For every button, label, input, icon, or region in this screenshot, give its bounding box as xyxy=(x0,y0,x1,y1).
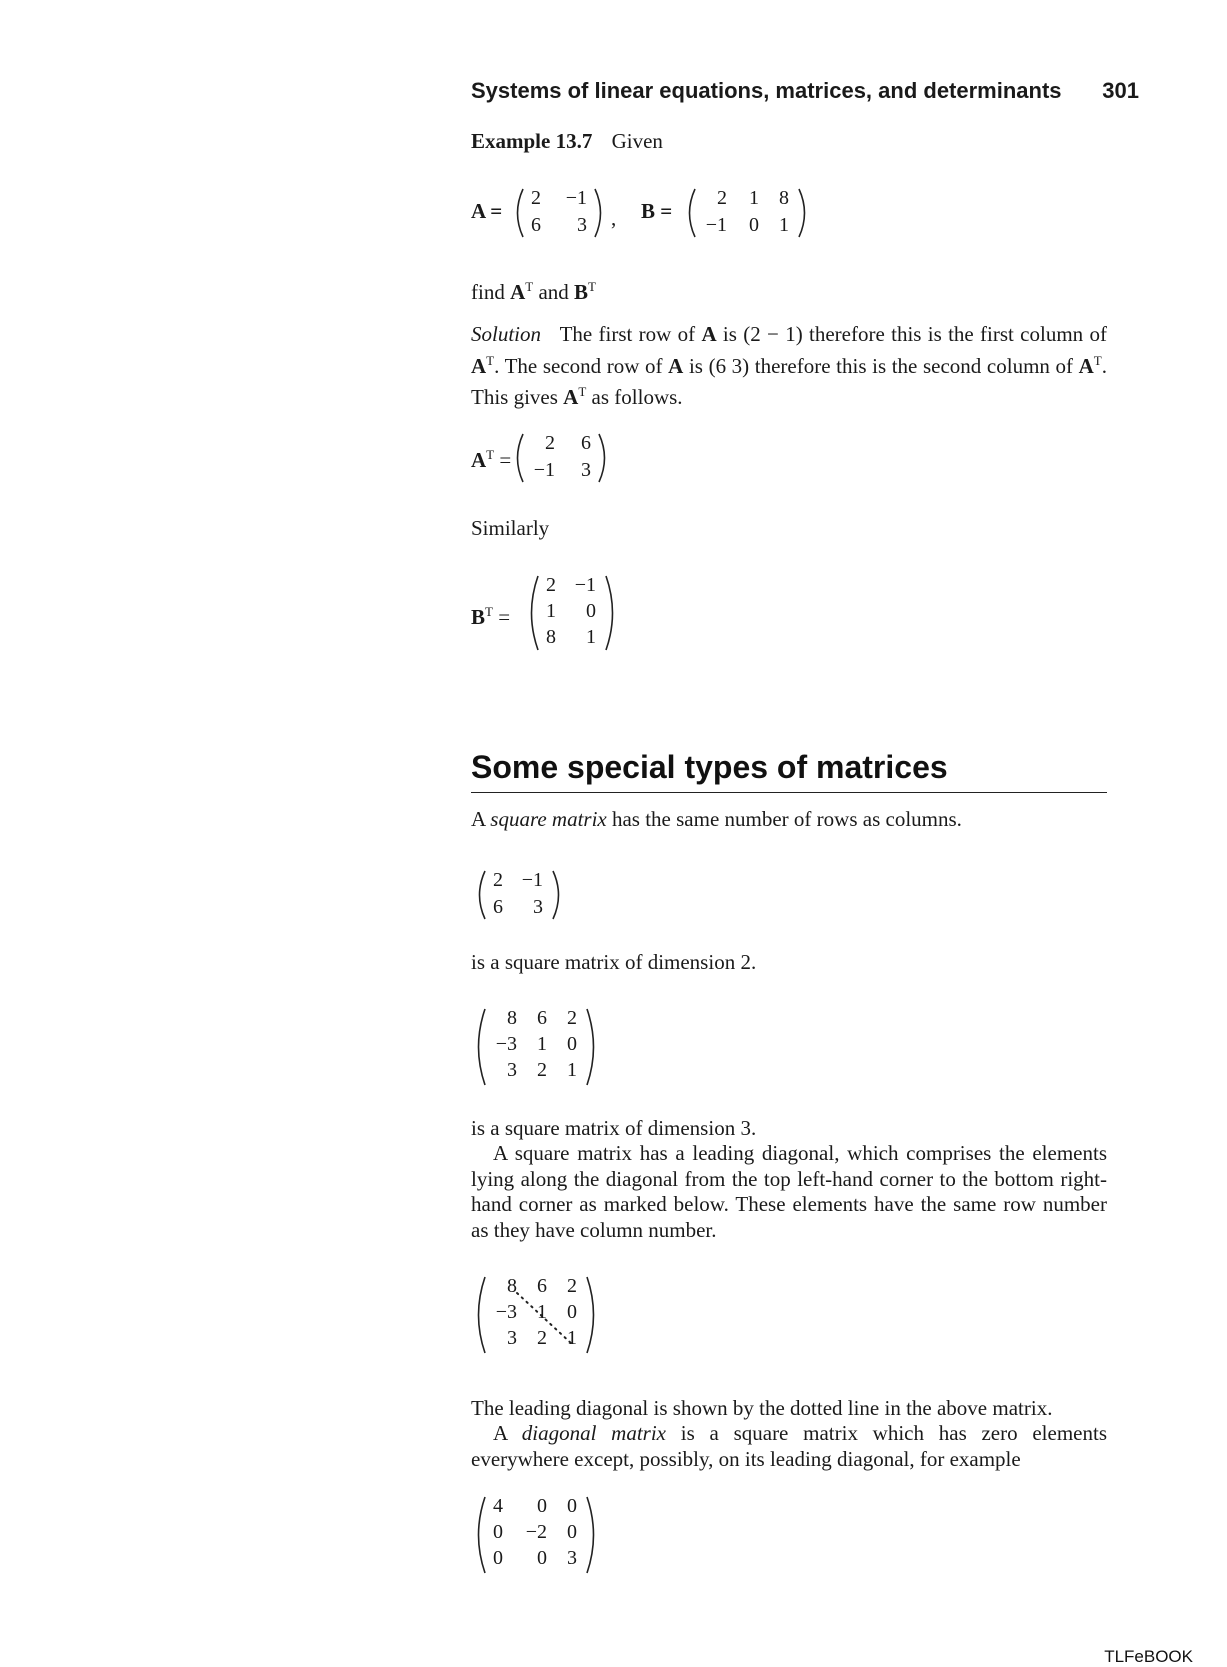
matrix-cell: 3 xyxy=(581,459,591,481)
solution-paragraph: Solution The first row of A is (2 − 1) therefore this is the first column of $A^T$. The second row of A is (6 3) therefore this is the second column of $A^T$. This gives $A^T$ as follows. xyxy=(471,322,1107,409)
matrix-cell: 1 xyxy=(586,626,596,648)
find-line: find $A^T$ and $B^T$ xyxy=(471,279,596,304)
similarly-text: Similarly xyxy=(471,516,550,540)
matrix-diagonal-example xyxy=(473,1495,599,1575)
matrix-cell: 0 xyxy=(567,1033,577,1055)
running-header xyxy=(471,78,1139,104)
matrix-cell: −3 xyxy=(495,1301,517,1323)
matrix-cell: 2 xyxy=(717,187,727,209)
matrix-square-3 xyxy=(473,1007,599,1087)
matrix-cell: 2 xyxy=(531,187,541,209)
section-heading: Some special types of matrices xyxy=(471,749,948,785)
matrix-cell: 4 xyxy=(493,1495,503,1517)
leading-diagonal-caption: The leading diagonal is shown by the dotted line in the above matrix. xyxy=(471,1396,1053,1420)
diagonal-matrix-paragraph: A diagonal matrix is a square matrix which has zero elements everywhere except, possibly, on its leading diagonal, for example xyxy=(471,1421,1108,1471)
matrix-cell: 6 xyxy=(493,896,503,918)
comma: , xyxy=(611,206,617,230)
page-number: 301 xyxy=(1102,78,1139,103)
diagonal-paragraph: A square matrix has a leading diagonal, which comprises the elements lying along the diagonal from the top left-hand corner to the bottom right-hand corner as marked below. These elements have the same row number as they have column number. xyxy=(471,1141,1107,1242)
square-intro: A square matrix has the same number of rows as columns. xyxy=(471,807,962,831)
matrix-cell: 0 xyxy=(749,214,759,236)
solution-label: Solution xyxy=(471,322,542,346)
matrix-cell: 0 xyxy=(586,600,596,622)
matrix-cell: 1 xyxy=(537,1301,547,1323)
example-label: Example 13.7 xyxy=(471,129,593,153)
matrix-cell: 8 xyxy=(546,626,556,648)
matrix-cell: −1 xyxy=(705,214,727,236)
matrix-cell: 2 xyxy=(545,432,555,454)
matrix-cell: 3 xyxy=(507,1059,517,1081)
matrix-cell: −1 xyxy=(565,187,587,209)
matrix-cell: 0 xyxy=(537,1547,547,1569)
matrix-cell: −1 xyxy=(521,869,543,891)
matrix-leading-diagonal xyxy=(473,1275,599,1355)
matrix-cell: 2 xyxy=(567,1275,577,1297)
matrix-cell: 2 xyxy=(546,574,556,596)
matrix-cell: 6 xyxy=(537,1007,547,1029)
footer-watermark: TLFeBOOK xyxy=(1104,1647,1193,1666)
matrix-cell: 0 xyxy=(567,1521,577,1543)
matrix-BT xyxy=(526,574,618,652)
example-given: Given xyxy=(611,129,663,153)
matrix-cell: 0 xyxy=(537,1495,547,1517)
matrix-cell: 8 xyxy=(507,1275,517,1297)
matrix-cell: 6 xyxy=(581,432,591,454)
matrix-cell: 6 xyxy=(531,214,541,236)
sq3-caption: is a square matrix of dimension 3. xyxy=(471,1116,757,1140)
matrix-cell: 3 xyxy=(507,1327,517,1349)
sq2-caption: is a square matrix of dimension 2. xyxy=(471,950,757,974)
matrix-cell: 8 xyxy=(507,1007,517,1029)
matrix-cell: 1 xyxy=(779,214,789,236)
matrix-A xyxy=(511,187,607,239)
matrix-cell: 2 xyxy=(567,1007,577,1029)
matrix-cell: 1 xyxy=(537,1033,547,1055)
matrix-cell: 6 xyxy=(537,1275,547,1297)
matrix-cell: −3 xyxy=(495,1033,517,1055)
matrix-cell: 2 xyxy=(537,1059,547,1081)
matrix-AT xyxy=(511,432,611,484)
section-rule xyxy=(471,792,1107,793)
matrix-cell: 2 xyxy=(537,1327,547,1349)
matrix-square-2 xyxy=(473,869,565,921)
matrix-cell: −2 xyxy=(525,1521,547,1543)
matrix-cell: 1 xyxy=(546,600,556,622)
matrix-cell: 0 xyxy=(493,1547,503,1569)
BT-label: $B^T$ = xyxy=(471,604,511,629)
matrix-B xyxy=(683,187,811,239)
matrix-cell: 0 xyxy=(567,1301,577,1323)
matrix-cell: 3 xyxy=(533,896,543,918)
matrix-cell: 1 xyxy=(749,187,759,209)
header-title: Systems of linear equations, matrices, and determinants xyxy=(471,78,1062,103)
matrix-cell: −1 xyxy=(533,459,555,481)
example-heading xyxy=(471,126,663,156)
AT-label: $A^T$ = xyxy=(471,447,512,472)
matrix-A-label: A = xyxy=(471,199,503,223)
matrix-cell: 1 xyxy=(567,1327,577,1349)
matrix-B-label: B = xyxy=(641,199,673,223)
matrix-cell: −1 xyxy=(574,574,596,596)
matrix-cell: 3 xyxy=(577,214,587,236)
matrix-cell: 2 xyxy=(493,869,503,891)
matrix-cell: 3 xyxy=(567,1547,577,1569)
matrix-cell: 0 xyxy=(493,1521,503,1543)
matrix-cell: 1 xyxy=(567,1059,577,1081)
matrix-cell: 8 xyxy=(779,187,789,209)
matrix-cell: 0 xyxy=(567,1495,577,1517)
